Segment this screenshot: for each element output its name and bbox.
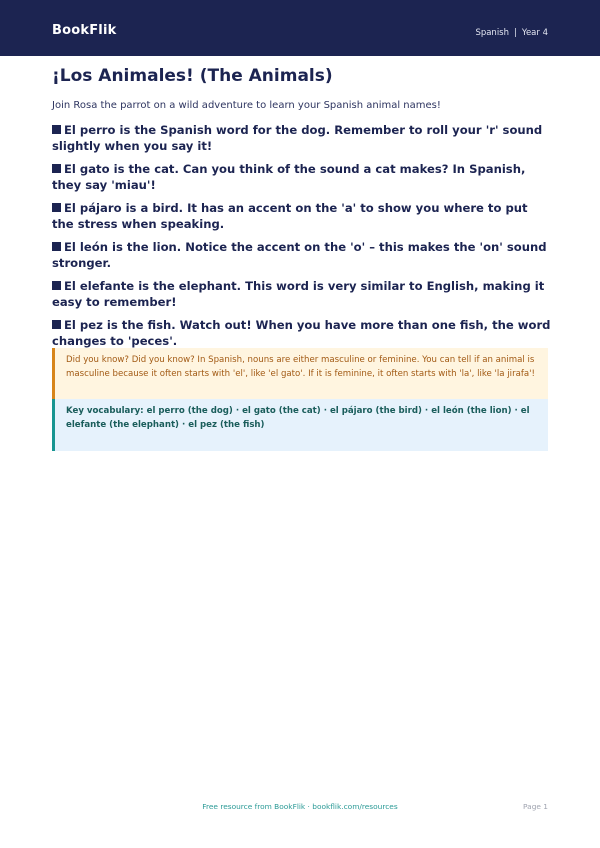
subject-label: Spanish [475,28,510,38]
list-item [52,161,552,193]
square-bullet-icon [52,320,61,329]
callout-tip-text: Did you know? Did you know? In Spanish, nouns are either masculine or feminine. You can tell if an animal is masculine because it often starts with 'el', like 'el gato'. If it is feminine, it often starts with 'la', like 'la jirafa'! [66,355,535,379]
list-item [52,317,552,349]
subject-meta [475,28,548,38]
callout-vocab-text: Key vocabulary: el perro (the dog) · el gato (the cat) · el pájaro (the bird) · el león (the lion) · el elefante (the elephant) · el pez (the fish) [66,406,530,430]
square-bullet-icon [52,242,61,251]
square-bullet-icon [52,125,61,134]
level-label: Year 4 [521,28,548,38]
square-bullet-icon [52,164,61,173]
did-you-know-callout [52,348,548,399]
meta-separator: | [514,28,517,38]
page-number: Page 1 [523,802,548,811]
intro-text: Join Rosa the parrot on a wild adventure to learn your Spanish animal names! [52,100,441,111]
brand-logo: BookFlik [52,23,117,38]
fact-text: El elefante is the elephant. This word is very similar to English, making it easy to remember! [52,279,545,309]
list-item [52,200,552,232]
fact-text: El pájaro is a bird. It has an accent on the 'a' to show you where to put the stress when speaking. [52,201,528,231]
fact-text: El perro is the Spanish word for the dog. Remember to roll your 'r' sound slightly when you say it! [52,123,543,153]
footer-credit-link[interactable]: Free resource from BookFlik · bookflik.com/resources [202,802,398,811]
list-item [52,278,552,310]
key-vocabulary-callout [52,399,548,451]
fact-text: El león is the lion. Notice the accent on the 'o' – this makes the 'on' sound stronger. [52,240,547,270]
fact-list [52,122,552,356]
fact-text: El gato is the cat. Can you think of the sound a cat makes? In Spanish, they say 'miau'! [52,162,526,192]
page-title: ¡Los Animales! (The Animals) [52,66,333,86]
fact-text: El pez is the fish. Watch out! When you have more than one fish, the word changes to 'peces'. [52,318,551,348]
page-header [0,0,600,56]
square-bullet-icon [52,203,61,212]
square-bullet-icon [52,281,61,290]
page-footer [0,802,600,814]
list-item [52,239,552,271]
list-item [52,122,552,154]
